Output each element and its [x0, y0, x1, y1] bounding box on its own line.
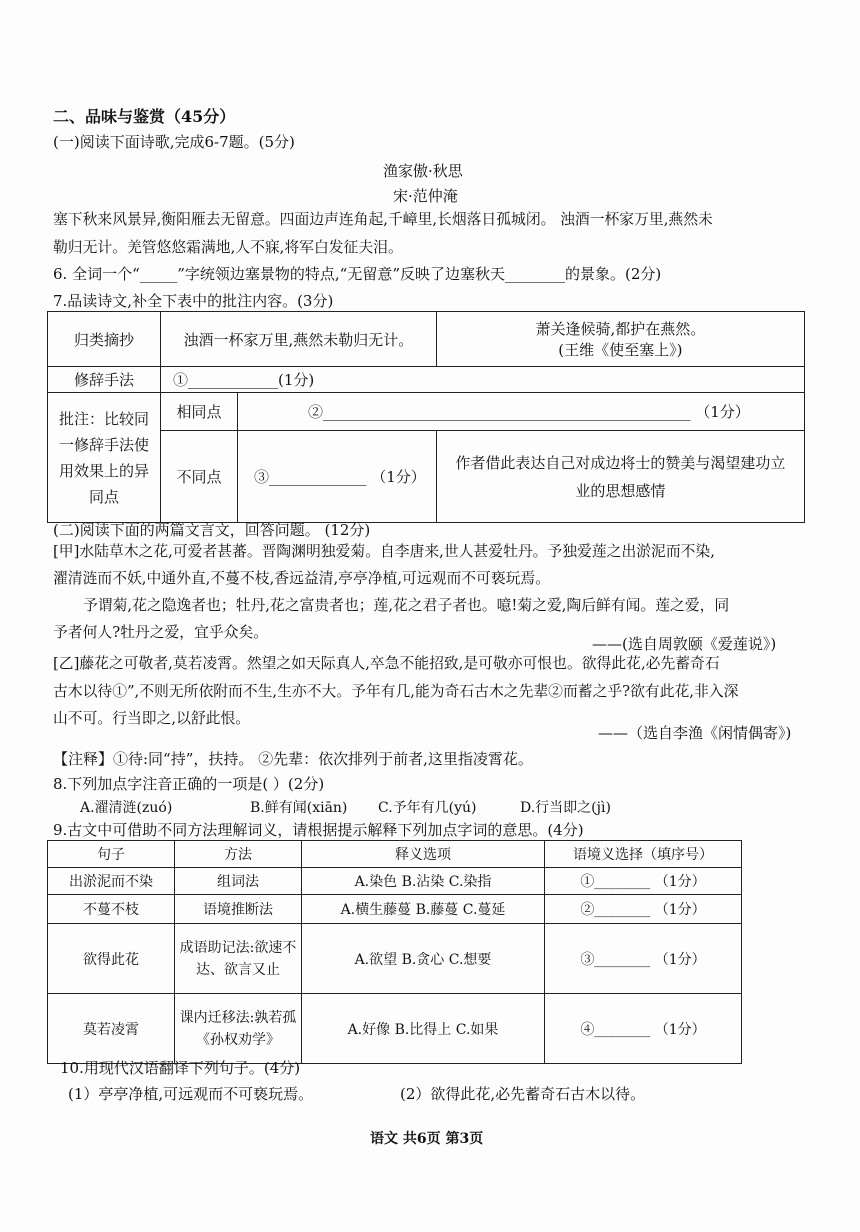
- cell-similarity-label: 相同点: [161, 393, 238, 431]
- q10-sentence-1: (1）亭亭净植,可远观而不可亵玩焉。: [68, 1085, 314, 1103]
- text-yi-line-2: 古木以待①”,不则无所依附而不生,生亦不大。予年有几,能为奇石古木之先辈②而蓄之乎?欲有此花,非入深: [53, 683, 739, 700]
- row4-method: 课内迁移法:孰若孤《孙权劝学》: [175, 994, 302, 1064]
- cell-difference-text: 作者借此表达自己对成边将士的赞美与渴望建功立业的思想感情: [436, 431, 804, 523]
- row1-sentence: 出淤泥而不染: [48, 868, 175, 895]
- cell-difference-label: 不同点: [161, 431, 238, 523]
- cell-excerpt-1: 浊酒一杯家万里,燕然未勒归无计。: [161, 312, 437, 367]
- annotation-table: [47, 311, 805, 523]
- question-6: 6. 全词一个“_____”字统领边塞景物的特点,“无留意”反映了边塞秋天________的景象。(2分): [53, 265, 662, 283]
- excerpt-2-source: (王维《使至塞上》): [558, 341, 683, 359]
- header-sentence: 句子: [48, 841, 175, 868]
- row1-answer-blank[interactable]: ①________ （1分）: [545, 868, 742, 895]
- row3-sentence: 欲得此花: [48, 924, 175, 994]
- header-options: 释义选项: [302, 841, 545, 868]
- poem-author: 宋·范仲淹: [393, 187, 458, 205]
- text-jia-line-4: 予者何人?牡丹之爱，宜乎众矣。: [53, 624, 269, 641]
- text-yi-line-1: [乙]藤花之可敬者,莫若凌霄。然望之如天际真人,卒急不能招致,是可敬亦可恨也。欲得此花,必先蓄奇石: [53, 655, 720, 672]
- row4-answer-blank[interactable]: ④________ （1分）: [545, 994, 742, 1064]
- cell-rhetoric-label: 修辞手法: [48, 367, 161, 393]
- answer-blank-3[interactable]: ③_____________ （1分）: [238, 431, 437, 523]
- poem-title: 渔家傲·秋思: [383, 162, 463, 180]
- poem-line-1: 塞下秋来风景异,衡阳雁去无留意。四面边声连角起,千嶂里,长烟落日孤城闭。 浊酒一杯家万里,燕然未: [53, 211, 713, 228]
- answer-blank-2[interactable]: ②_________________________________________________ （1分）: [238, 393, 805, 431]
- option-c[interactable]: C.予年有几(yú): [378, 800, 477, 816]
- text-jia-line-1: [甲]水陆草木之花,可爱者甚蕃。晋陶渊明独爱菊。自李唐来,世人甚爱牡丹。予独爱莲之出淤泥而不染,: [53, 543, 715, 560]
- row2-options: A.横生藤蔓 B.藤蔓 C.蔓延: [302, 895, 545, 924]
- excerpt-2-line: 萧关逢候骑,都护在燕然。: [535, 320, 706, 338]
- row3-method: 成语助记法:欲速不达、欲言又止: [175, 924, 302, 994]
- cell-category: 归类摘抄: [48, 312, 161, 367]
- poem-line-2: 勒归无计。羌管悠悠霜满地,人不寐,将军白发征夫泪。: [53, 239, 403, 256]
- q10-sentence-2: (2）欲得此花,必先蓄奇石古木以待。: [400, 1085, 646, 1103]
- row4-options: A.好像 B.比得上 C.如果: [302, 994, 545, 1064]
- cell-annotation-label: 批注：比较同一修辞手法使用效果上的异同点: [48, 393, 161, 523]
- question-8: 8.下列加点字注音正确的一项是( ）(2分): [53, 775, 325, 793]
- question-10: 10.用现代汉语翻译下列句子。(4分): [60, 1059, 301, 1077]
- part1-intro: (一)阅读下面诗歌,完成6-7题。(5分): [53, 133, 295, 151]
- option-a[interactable]: A.濯清涟(zuó): [80, 800, 173, 816]
- row1-method: 组词法: [175, 868, 302, 895]
- header-method: 方法: [175, 841, 302, 868]
- row2-method: 语境推断法: [175, 895, 302, 924]
- cell-excerpt-2: [436, 312, 804, 367]
- text-jia-source: ——(选自周敦颐《爱莲说》): [592, 635, 777, 653]
- text-yi-line-3: 山不可。行当即之,以舒此恨。: [53, 710, 251, 727]
- row1-options: A.染色 B.沾染 C.染指: [302, 868, 545, 895]
- text-yi-source: ——（选自李渔《闲情偶寄》): [598, 724, 792, 742]
- row2-sentence: 不蔓不枝: [48, 895, 175, 924]
- question-9: 9.古文中可借助不同方法理解词义，请根据提示解释下列加点字词的意思。(4分): [53, 821, 584, 839]
- notes: 【注释】①待:同“持”，扶持。 ②先辈：依次排列于前者,这里指凌霄花。: [53, 750, 533, 768]
- header-choice: 语境义选择（填序号）: [545, 841, 742, 868]
- question-7: 7.品读诗文,补全下表中的批注内容。(3分): [53, 292, 334, 310]
- section-heading: 二、品味与鉴赏（45分）: [53, 107, 236, 126]
- part2-intro: (二)阅读下面的两篇文言文，回答问题。 (12分): [53, 521, 371, 539]
- option-b[interactable]: B.鲜有闻(xiān): [250, 800, 348, 816]
- row3-answer-blank[interactable]: ③________ （1分）: [545, 924, 742, 994]
- text-jia-line-3: 予谓菊,花之隐逸者也；牡丹,花之富贵者也；莲,花之君子者也。噫!菊之爱,陶后鲜有闻。莲之爱，同: [83, 597, 730, 614]
- answer-blank-1[interactable]: ①____________(1分): [161, 367, 805, 393]
- row3-options: A.欲望 B.贪心 C.想要: [302, 924, 545, 994]
- word-meaning-table: [47, 840, 742, 1064]
- row2-answer-blank[interactable]: ②________ （1分）: [545, 895, 742, 924]
- row4-sentence: 莫若凌霄: [48, 994, 175, 1064]
- option-d[interactable]: D.行当即之(jì): [520, 800, 611, 816]
- page-footer: 语文 共6页 第3页: [370, 1131, 484, 1147]
- text-jia-line-2: 濯清涟而不妖,中通外直,不蔓不枝,香远益清,亭亭净植,可远观而不可亵玩焉。: [53, 570, 551, 587]
